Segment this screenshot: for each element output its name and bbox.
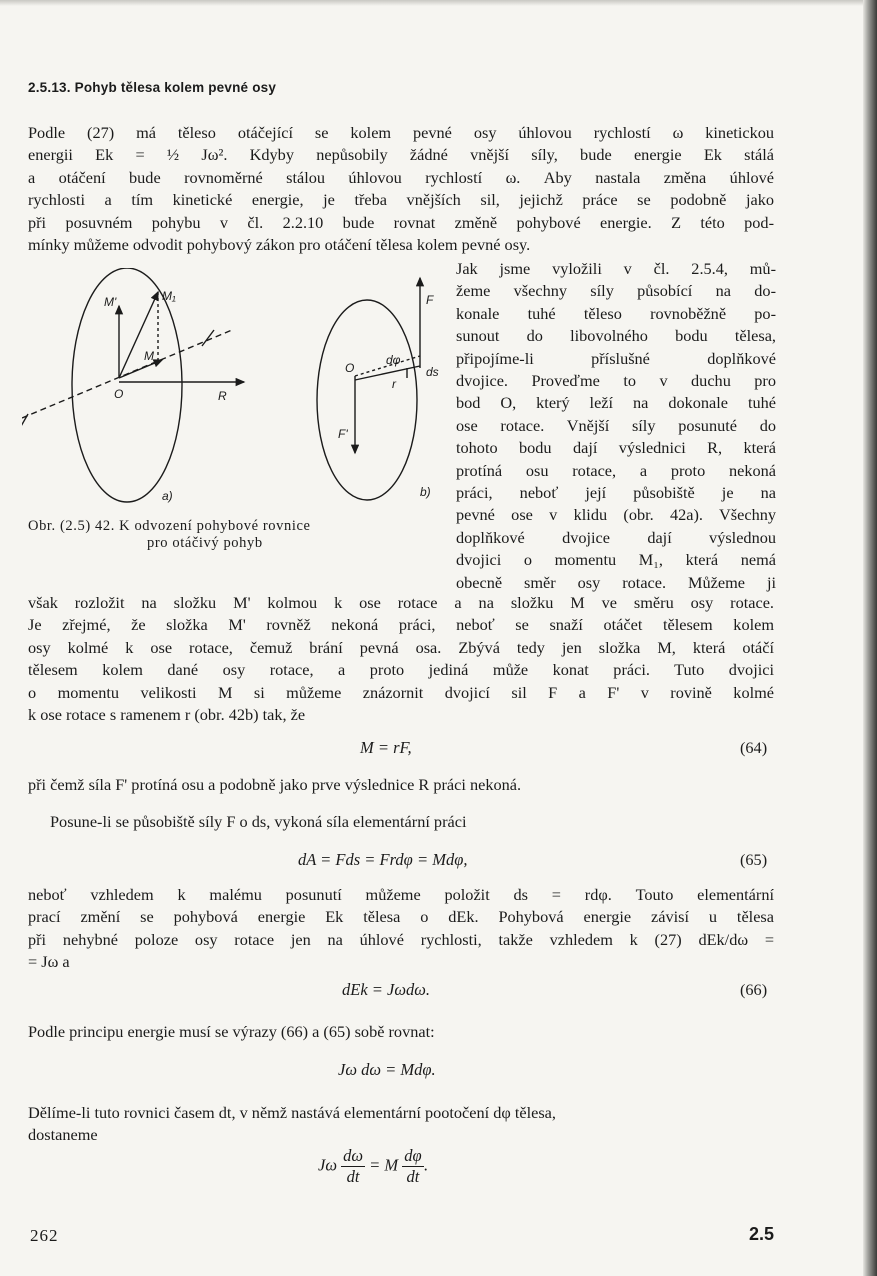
figure-42b — [317, 278, 420, 500]
vector-m1 — [119, 292, 158, 378]
label-a: a) — [162, 489, 173, 503]
page-number: 262 — [30, 1226, 59, 1245]
axis-hatch-right — [202, 330, 214, 346]
page-binding-shadow — [863, 0, 877, 1276]
label-r-vector: R — [218, 389, 227, 403]
label-m-prime: M' — [104, 295, 117, 309]
text-posune: Posune-li se působiště síly F o ds, vykoná síla elementární práci — [50, 812, 467, 831]
equation-equal: Jω dω = Mdφ. — [338, 1060, 436, 1079]
arm-r — [355, 366, 420, 380]
label-o-a: O — [114, 387, 124, 401]
side-column-text: Jak jsme vyložili v čl. 2.5.4, mů- žeme všechny síly působící na do- konale tuhé těleso rovnoběžně po- sunout do libovolného bodu tělesa, připojíme-li příslušné doplňkové dvojice. Proveďme to v duchu pro bod O, který leží na dokonale tuhé ose rotace. Vnější síly posunuté do tohoto bodu dají výslednici R, která protíná osu rotace, a proto nekoná práci, neboť její působiště je na pevné ose v klidu (obr. 42a). Všechny doplňkové dvojice dají výslednou dvojici o momentu M₁, která nemá obecně směr osy rotace. Můžeme ji — [456, 259, 776, 592]
equation-65: dA = Fds = Frdφ = Mdφ, — [298, 850, 468, 869]
text-after-64: při čemž síla F' protíná osu a podobně jako prve výslednice R práci nekoná. — [28, 775, 522, 794]
equation-final: Jω $\frac{d\omega}{dt}$ = M $\frac{d\varphi}{dt}$ . — [318, 1146, 428, 1186]
figure-42a — [22, 268, 244, 502]
figure-42 — [22, 268, 442, 516]
equation-65-number: (65) — [740, 850, 768, 869]
paragraph-energy: neboť vzhledem k malému posunutí můžeme položit ds = rdφ. Touto elementární prací změní se pohybová energie Ek tělesa o dEk. Pohybová energie závisí u tělesa při nehybné poloze osy rotace jen na úhlové rychlosti, takže vzhledem k (27) dEk/dω = = Jω a — [28, 885, 774, 972]
rotating-body-b — [317, 300, 417, 500]
label-ds: ds — [426, 365, 439, 379]
label-o-b: O — [345, 361, 355, 375]
equation-66: dEk = Jωdω. — [342, 980, 431, 999]
label-r-arm: r — [392, 377, 396, 391]
label-f: F — [426, 293, 434, 307]
equation-64-number: (64) — [740, 738, 768, 757]
figure-caption: Obr. (2.5) 42. K odvození pohybové rovnice pro otáčivý pohyb — [28, 518, 311, 551]
chapter-marker: 2.5 — [749, 1224, 775, 1244]
label-m1: M₁ — [162, 289, 176, 303]
fraction-domega-dt: $\frac{d\omega}{dt}$ — [343, 1146, 364, 1186]
fraction-dphi-dt: $\frac{d\varphi}{dt}$ — [404, 1146, 422, 1186]
paragraph-intro: Podle (27) má těleso otáčející se kolem pevné osy úhlovou rychlostí ω kinetickou energii Ek = ½ Jω². Kdyby nepůsobily žádné vnější síly, bude energie Ek stálá a otáčení bude rovnoměrné stálou úhlovou rychlostí ω. Aby nastala změna úhlové rychlosti a tím kinetické energie, je třeba vnějších sil, jejichž práce se podobně jako při posuvném pohybu v čl. 2.2.10 bude rovnat změně pohybové energie. Z této pod- mínky můžeme odvodit pohybový zákon pro otáčení tělesa kolem pevné osy. — [28, 123, 774, 255]
label-f-prime: F' — [338, 427, 348, 441]
paragraph-decomposition: však rozložit na složku M' kolmou k ose rotace a na složku M ve směru osy rotace. Je zřejmé, že složka M' rovněž nekoná práci, neboť se snaží otáčet tělesem kolem osy kolmé k ose rotace, čemuž brání pevná osa. Zbývá tedy jen složka M, která otáčí tělesem kolem dané osy rotace, a proto jediná může konat práci. Tuto dvojici o momentu velikosti M si můžeme znázornit dvojicí sil F a F' v rovině kolmé k ose rotace s ramenem r (obr. 42b) tak, že — [28, 593, 774, 725]
page-top-edge — [0, 0, 877, 6]
equation-64: M = rF, — [360, 738, 412, 757]
text-podle: Podle principu energie musí se výrazy (66) a (65) sobě rovnat: — [28, 1022, 435, 1041]
label-m: M — [144, 349, 154, 363]
section-heading: 2.5.13. Pohyb tělesa kolem pevné osy — [28, 80, 277, 95]
label-b: b) — [420, 485, 431, 499]
paragraph-delime: Dělíme-li tuto rovnici časem dt, v němž nastává elementární pootočení dφ tělesa, dostaneme — [28, 1103, 556, 1145]
label-dphi: dφ — [386, 353, 401, 367]
equation-66-number: (66) — [740, 980, 768, 999]
rotating-body-a — [72, 268, 182, 502]
